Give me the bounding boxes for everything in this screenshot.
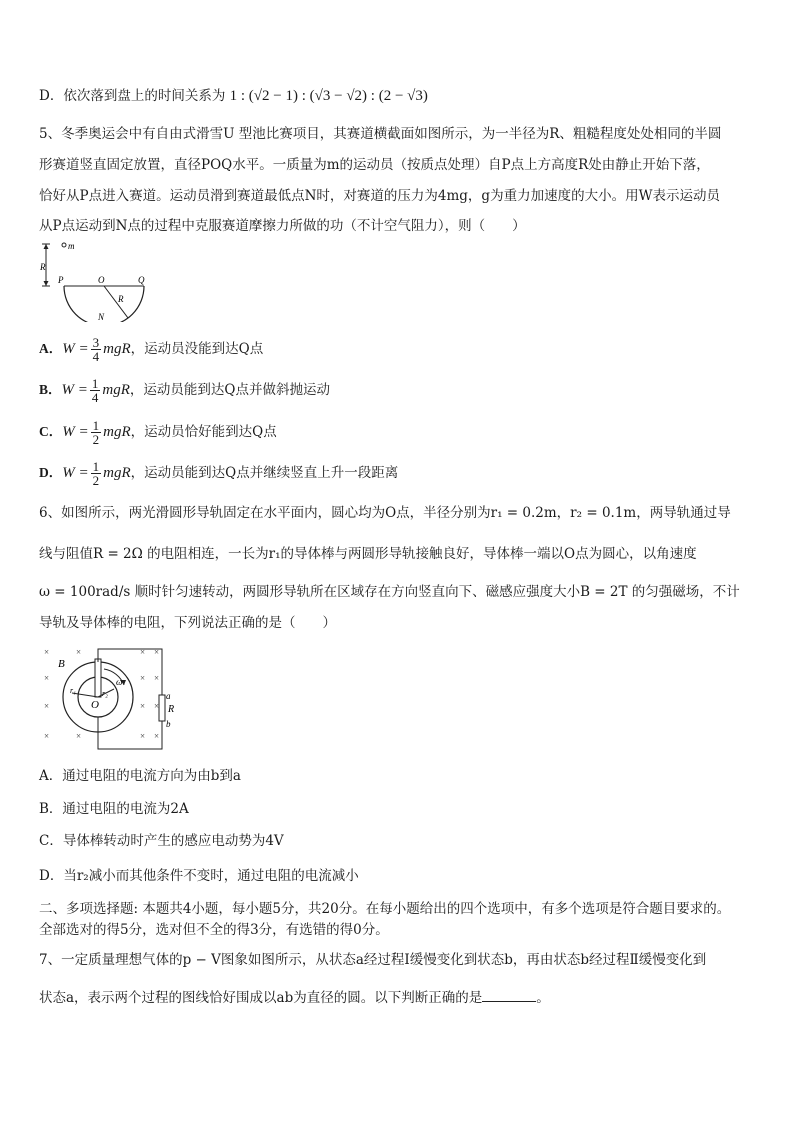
svg-text:×: × (154, 673, 160, 683)
q6-label-b-field: B (58, 658, 65, 670)
svg-text:×: × (140, 673, 146, 683)
q5-stem-line-2: 形赛道竖直固定放置，直径POQ水平。一质量为m的运动员（按质点处理）自P点上方高度R处由静止开始下落， (39, 157, 710, 173)
q6-label-a: a (166, 691, 171, 701)
svg-text:×: × (140, 731, 146, 741)
q7-answer-blank (482, 987, 536, 1002)
q6-stem-line-4: 导轨及导体棒的电阻，下列说法正确的是（ ） (39, 615, 336, 631)
q5-label-p: P (58, 275, 64, 285)
q7-stem-line-2 (39, 987, 756, 1008)
q6-stem-line-3: ω = 100rad/s 顺时针匀速转动，两圆形导轨所在区域存在方向竖直向下、磁感应强度大小B = 2T 的匀强磁场，不计 (39, 584, 740, 600)
svg-text:×: × (44, 647, 50, 657)
q4-option-d-expr: 1 : (√2 − 1) : (√3 − √2) : (2 − √3) (229, 88, 428, 104)
q5-label-n: N (98, 312, 105, 322)
q5-label-q: Q (138, 275, 145, 285)
q6-stem-line-2: 线与阻值R = 2Ω 的电阻相连，一长为r₁的导体棒与两圆形导轨接触良好，导体棒一端以O点为圆心，以角速度 (39, 546, 697, 562)
q6-label-b-terminal: b (166, 719, 171, 729)
q4-option-d-label: D．依次落到盘上的时间关系为 (39, 88, 226, 104)
svg-text:×: × (154, 647, 160, 657)
q5-option-b: B．W = $\frac{1}{4}$ mgR，运动员能到达Q点并做斜抛运动 (39, 376, 330, 405)
q5-option-c: C．W = $\frac{1}{2}$ mgR，运动员恰好能到达Q点 (39, 418, 277, 447)
q5-label-r-height: R (40, 262, 46, 272)
q5-option-d: D．W = $\frac{1}{2}$ mgR，运动员能到达Q点并继续竖直上升一段距离 (39, 459, 399, 488)
q6-label-r: R (168, 704, 175, 715)
q6-option-c: C．导体棒转动时产生的感应电动势为4V (39, 833, 284, 849)
q6-label-r2: r₂ (102, 689, 108, 698)
q6-option-d: D．当r₂减小而其他条件不变时，通过电阻的电流减小 (39, 868, 359, 884)
q6-label-omega: ω (116, 677, 123, 687)
q5-label-m: m (68, 241, 75, 251)
svg-text:×: × (154, 731, 160, 741)
svg-text:×: × (140, 701, 146, 711)
q5-option-c-fraction: $\frac{1}{2}$ (92, 418, 100, 447)
q5-option-d-fraction: $\frac{1}{2}$ (92, 459, 100, 488)
q6-stem-line-1: 6、如图所示，两光滑圆形导轨固定在水平面内，圆心均为O点，半径分别为r₁ = 0.2m，r₂ = 0.1m，两导轨通过导 (39, 505, 731, 521)
svg-text:×: × (44, 673, 50, 683)
q6-option-b: B．通过电阻的电流为2A (39, 801, 189, 817)
q5-option-a-fraction: $\frac{3}{4}$ (92, 335, 100, 364)
q5-stem-line-1: 5、冬季奥运会中有自由式滑雪U 型池比赛项目，其赛道横截面如图所示，为一半径为R、粗糙程度处处相同的半圆 (39, 126, 722, 142)
svg-text:×: × (140, 647, 146, 657)
q5-label-o: O (98, 275, 105, 285)
q5-option-a: A．W = $\frac{3}{4}$ mgR，运动员没能到达Q点 (39, 335, 264, 364)
section-2-heading-line-2: 全部选对的得5分，选对但不全的得3分，有选错的得0分。 (39, 922, 389, 938)
q7-stem-line-2-end: 。 (536, 990, 550, 1006)
svg-text:×: × (76, 731, 82, 741)
q7-stem-line-1: 7、一定质量理想气体的p − V图象如图所示，从状态a经过程Ⅰ缓慢变化到状态b，再由状态b经过程Ⅱ缓慢变化到 (39, 952, 707, 968)
svg-text:×: × (44, 731, 50, 741)
q5-stem-line-4: 从P点运动到N点的过程中克服赛道摩擦力所做的功（不计空气阻力），则（ ） (39, 218, 526, 234)
q4-option-d (39, 86, 756, 106)
q5-option-b-fraction: $\frac{1}{4}$ (91, 376, 99, 405)
q7-stem-line-2-text: 状态a，表示两个过程的图线恰好围成以ab为直径的圆。以下判断正确的是 (39, 990, 483, 1006)
svg-text:×: × (44, 701, 50, 711)
q5-label-r-radius: R (118, 294, 124, 304)
svg-text:×: × (154, 701, 160, 711)
svg-text:×: × (76, 647, 82, 657)
q5-halfpipe-diagram (38, 240, 168, 322)
q6-label-o: O (91, 699, 99, 711)
q5-stem-line-3: 恰好从P点进入赛道。运动员滑到赛道最低点N时，对赛道的压力为4mg，g为重力加速度的大小。用W表示运动员 (39, 188, 720, 204)
q6-label-r1: r₁ (70, 686, 76, 695)
section-2-heading-line-1: 二、多项选择题: 本题共4小题，每小题5分，共20分。在每小题给出的四个选项中，有多个选项是符合题目要求的。 (39, 901, 731, 917)
q6-option-a: A．通过电阻的电流方向为由b到a (39, 768, 241, 784)
q6-rail-circuit-diagram (40, 645, 190, 753)
